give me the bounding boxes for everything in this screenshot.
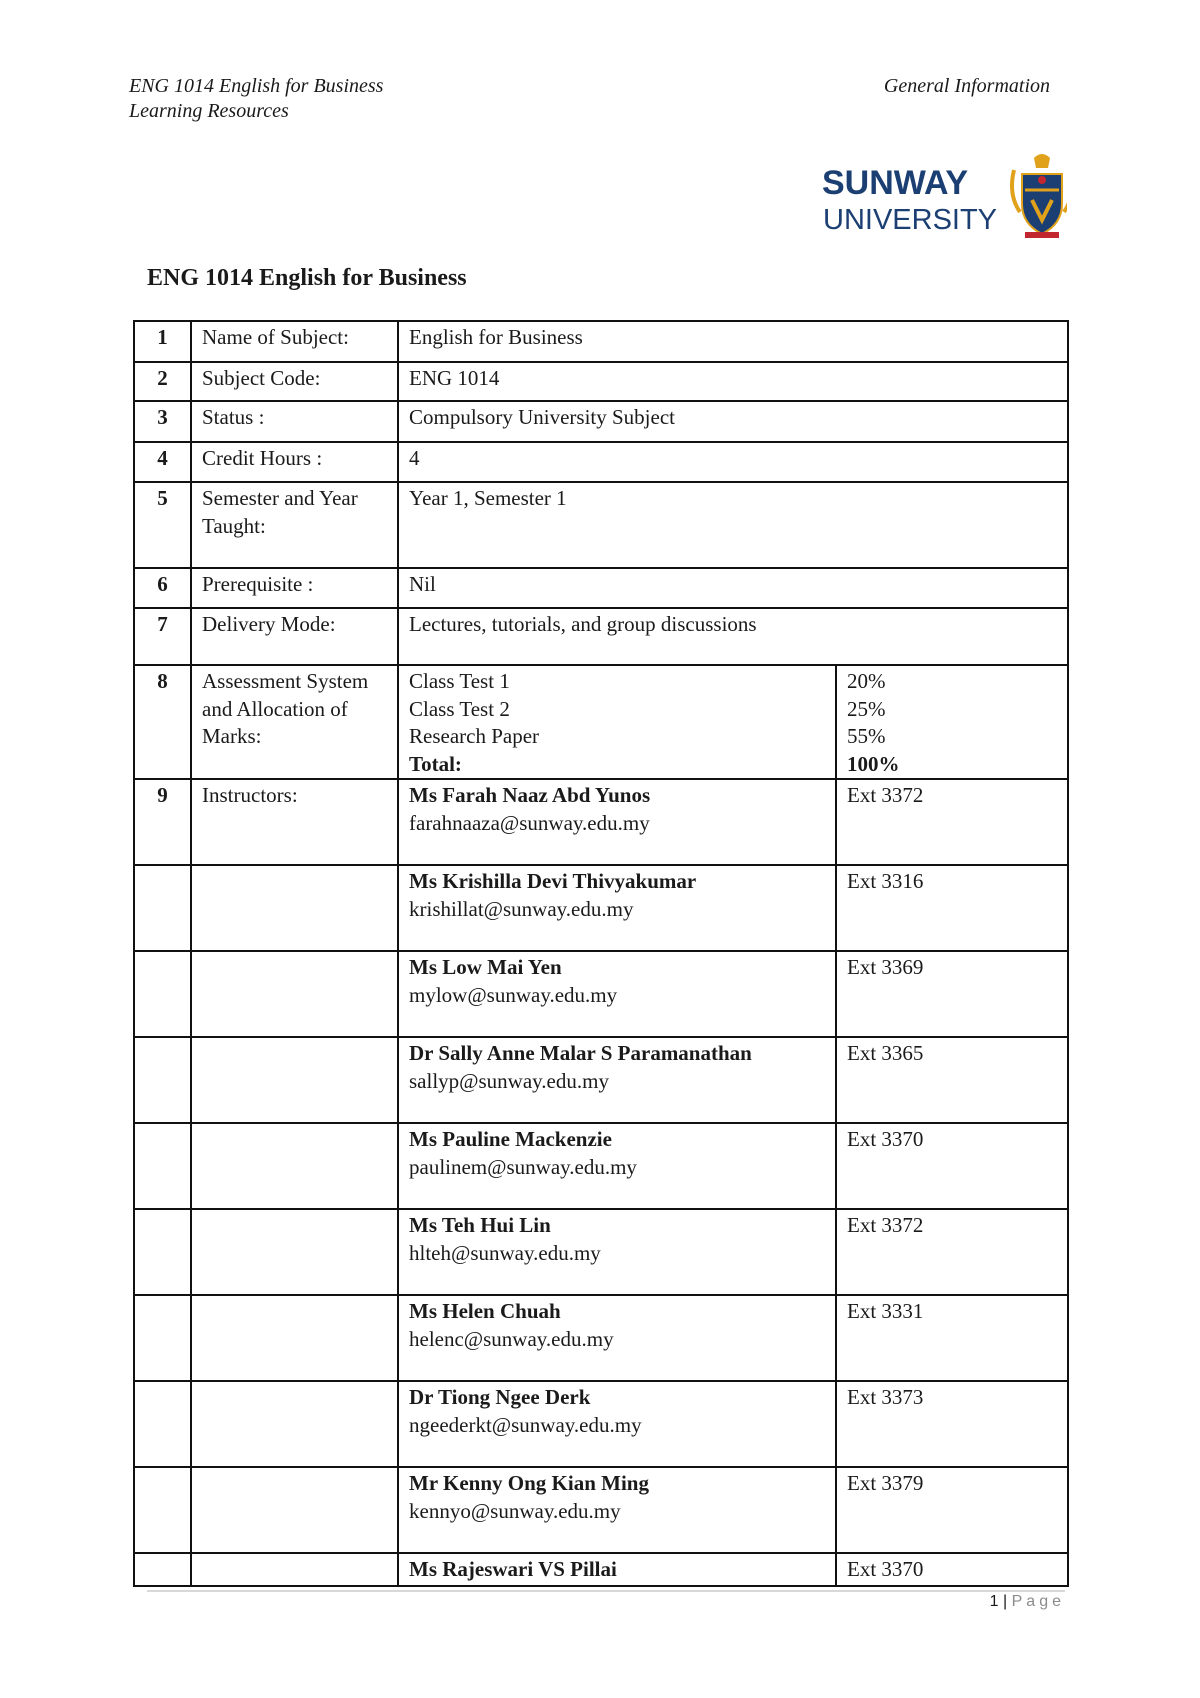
instructor-email: helenc@sunway.edu.my bbox=[409, 1326, 614, 1351]
sunway-university-logo bbox=[822, 150, 1067, 240]
empty-cell bbox=[191, 1553, 398, 1586]
row-delivery-mode bbox=[134, 608, 1068, 665]
row-number: 8 bbox=[134, 665, 191, 779]
row-number: 5 bbox=[134, 482, 191, 568]
row-value: Lectures, tutorials, and group discussions bbox=[398, 608, 1068, 665]
empty-cell bbox=[191, 1295, 398, 1381]
instructor-contact bbox=[398, 1381, 836, 1467]
row-number: 4 bbox=[134, 442, 191, 482]
empty-cell bbox=[191, 1381, 398, 1467]
instructor-row bbox=[134, 1295, 1068, 1381]
row-label: Prerequisite : bbox=[191, 568, 398, 608]
instructor-contact bbox=[398, 1037, 836, 1123]
instructor-row bbox=[134, 951, 1068, 1037]
empty-cell bbox=[134, 1381, 191, 1467]
assessment-item: Class Test 2 bbox=[409, 696, 510, 721]
row-number: 9 bbox=[134, 779, 191, 865]
crest-icon bbox=[1012, 154, 1067, 238]
row-subject-code bbox=[134, 362, 1068, 401]
row-assessment bbox=[134, 665, 1068, 779]
empty-cell bbox=[134, 865, 191, 951]
empty-cell bbox=[134, 1209, 191, 1295]
row-label: Semester and Year Taught: bbox=[191, 482, 398, 568]
empty-cell bbox=[134, 1123, 191, 1209]
row-value: Nil bbox=[398, 568, 1068, 608]
row-status bbox=[134, 401, 1068, 442]
row-label: Name of Subject: bbox=[191, 321, 398, 362]
row-number: 3 bbox=[134, 401, 191, 442]
instructor-email: paulinem@sunway.edu.my bbox=[409, 1154, 637, 1179]
row-prerequisite bbox=[134, 568, 1068, 608]
instructor-row bbox=[134, 779, 1068, 865]
empty-cell bbox=[134, 951, 191, 1037]
empty-cell bbox=[191, 865, 398, 951]
instructor-contact bbox=[398, 1209, 836, 1295]
instructor-contact bbox=[398, 1553, 836, 1586]
instructor-contact bbox=[398, 1467, 836, 1553]
instructor-name: Ms Krishilla Devi Thivyakumar bbox=[409, 869, 697, 893]
row-label: Subject Code: bbox=[191, 362, 398, 401]
instructor-name: Dr Tiong Ngee Derk bbox=[409, 1385, 591, 1409]
row-number: 6 bbox=[134, 568, 191, 608]
row-value: Year 1, Semester 1 bbox=[398, 482, 1068, 568]
instructor-extension: Ext 3365 bbox=[836, 1037, 1068, 1123]
instructor-email: hlteh@sunway.edu.my bbox=[409, 1240, 601, 1265]
instructor-row bbox=[134, 1381, 1068, 1467]
footer-separator: | bbox=[1003, 1593, 1008, 1610]
instructor-email: ngeederkt@sunway.edu.my bbox=[409, 1412, 642, 1437]
instructor-row bbox=[134, 1467, 1068, 1553]
instructor-contact bbox=[398, 1123, 836, 1209]
assessment-percent: 25% bbox=[847, 696, 886, 721]
instructor-name: Mr Kenny Ong Kian Ming bbox=[409, 1471, 649, 1495]
page-footer bbox=[990, 1593, 1065, 1611]
instructor-email: kennyo@sunway.edu.my bbox=[409, 1498, 621, 1523]
assessment-total-label: Total: bbox=[409, 751, 462, 776]
instructor-email: sallyp@sunway.edu.my bbox=[409, 1068, 609, 1093]
instructor-extension: Ext 3369 bbox=[836, 951, 1068, 1037]
header-section: Learning Resources bbox=[129, 100, 289, 122]
page-word: Page bbox=[1011, 1593, 1065, 1610]
empty-cell bbox=[134, 1553, 191, 1586]
empty-cell bbox=[191, 1467, 398, 1553]
instructor-extension: Ext 3372 bbox=[836, 779, 1068, 865]
instructor-extension: Ext 3370 bbox=[836, 1123, 1068, 1209]
subject-info-table bbox=[133, 320, 1069, 1587]
row-label: Credit Hours : bbox=[191, 442, 398, 482]
page-number: 1 bbox=[989, 1593, 999, 1610]
instructor-extension: Ext 3373 bbox=[836, 1381, 1068, 1467]
row-value: ENG 1014 bbox=[398, 362, 1068, 401]
instructor-contact bbox=[398, 779, 836, 865]
row-label: Delivery Mode: bbox=[191, 608, 398, 665]
logo-word-sunway: SUNWAY bbox=[822, 164, 969, 202]
row-number: 7 bbox=[134, 608, 191, 665]
empty-cell bbox=[191, 951, 398, 1037]
assessment-item: Class Test 1 bbox=[409, 669, 510, 693]
empty-cell bbox=[134, 1295, 191, 1381]
empty-cell bbox=[191, 1123, 398, 1209]
instructor-name: Ms Pauline Mackenzie bbox=[409, 1127, 612, 1151]
assessment-percent: 55% bbox=[847, 724, 886, 748]
instructor-extension: Ext 3372 bbox=[836, 1209, 1068, 1295]
row-label: Status : bbox=[191, 401, 398, 442]
row-value: 4 bbox=[398, 442, 1068, 482]
instructor-name: Ms Helen Chuah bbox=[409, 1299, 561, 1323]
assessment-total-value: 100% bbox=[847, 751, 900, 776]
instructor-contact bbox=[398, 865, 836, 951]
instructor-row bbox=[134, 1553, 1068, 1586]
row-credit-hours bbox=[134, 442, 1068, 482]
instructor-name: Ms Rajeswari VS Pillai bbox=[409, 1557, 617, 1581]
empty-cell bbox=[191, 1037, 398, 1123]
instructor-email: farahnaaza@sunway.edu.my bbox=[409, 810, 650, 835]
instructor-name: Ms Teh Hui Lin bbox=[409, 1213, 551, 1237]
assessment-percentages bbox=[836, 665, 1068, 779]
instructor-extension: Ext 3331 bbox=[836, 1295, 1068, 1381]
logo-word-university: UNIVERSITY bbox=[823, 204, 998, 236]
row-number: 1 bbox=[134, 321, 191, 362]
instructor-row bbox=[134, 865, 1068, 951]
instructor-extension: Ext 3379 bbox=[836, 1467, 1068, 1553]
assessment-percent: 20% bbox=[847, 669, 886, 693]
empty-cell bbox=[191, 1209, 398, 1295]
instructor-extension: Ext 3316 bbox=[836, 865, 1068, 951]
row-number: 2 bbox=[134, 362, 191, 401]
assessment-components bbox=[398, 665, 836, 779]
header-right-label: General Information bbox=[883, 75, 1050, 97]
instructor-email: mylow@sunway.edu.my bbox=[409, 982, 618, 1007]
empty-cell bbox=[134, 1037, 191, 1123]
row-subject-name bbox=[134, 321, 1068, 362]
assessment-label: Assessment System and Allocation of Marks: bbox=[191, 665, 398, 779]
instructor-row bbox=[134, 1209, 1068, 1295]
instructor-contact bbox=[398, 1295, 836, 1381]
instructor-row bbox=[134, 1037, 1068, 1123]
footer-divider bbox=[147, 1590, 1065, 1592]
document-title: ENG 1014 English for Business bbox=[147, 265, 467, 291]
header-course-title: ENG 1014 English for Business bbox=[129, 75, 384, 97]
empty-cell bbox=[134, 1467, 191, 1553]
row-semester bbox=[134, 482, 1068, 568]
instructor-row bbox=[134, 1123, 1068, 1209]
instructor-extension: Ext 3370 bbox=[836, 1553, 1068, 1586]
instructor-contact bbox=[398, 951, 836, 1037]
row-value: English for Business bbox=[398, 321, 1068, 362]
instructor-name: Dr Sally Anne Malar S Paramanathan bbox=[409, 1041, 752, 1065]
instructor-email: krishillat@sunway.edu.my bbox=[409, 896, 634, 921]
row-value: Compulsory University Subject bbox=[398, 401, 1068, 442]
instructor-name: Ms Farah Naaz Abd Yunos bbox=[409, 783, 651, 807]
instructors-label: Instructors: bbox=[191, 779, 398, 865]
instructor-name: Ms Low Mai Yen bbox=[409, 955, 562, 979]
assessment-item: Research Paper bbox=[409, 724, 540, 748]
